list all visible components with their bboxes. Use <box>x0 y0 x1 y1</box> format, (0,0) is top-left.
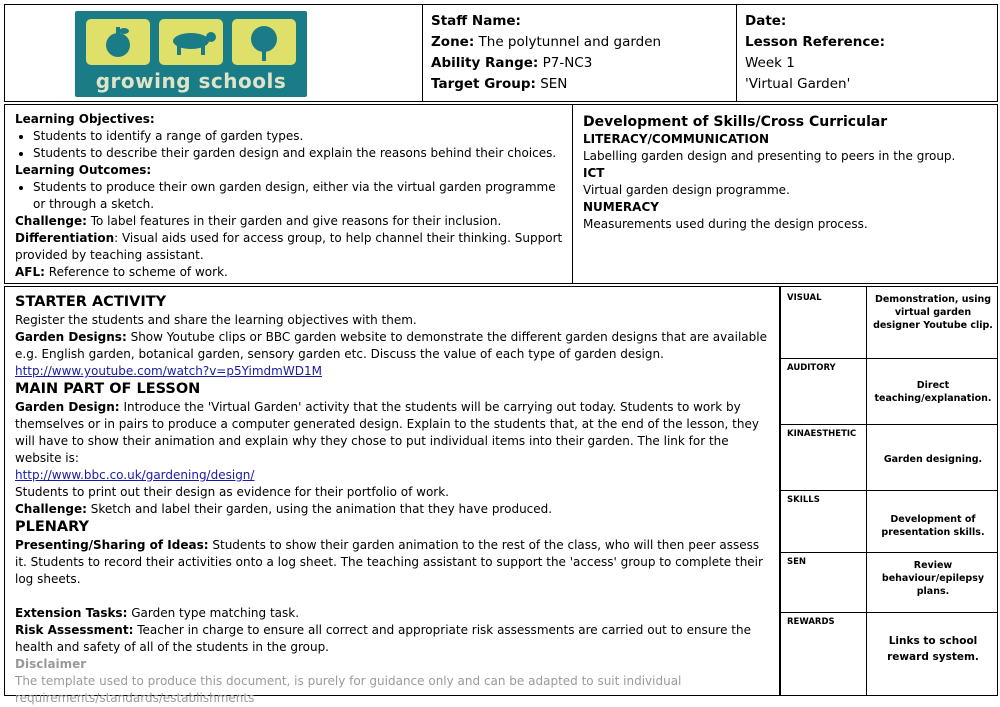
youtube-link[interactable]: http://www.youtube.com/watch?v=p5YimdmWD1M <box>15 364 322 378</box>
target-group-value: SEN <box>540 76 568 92</box>
target-group-label: Target Group: <box>431 76 536 92</box>
rewards-text: Links to school reward system. <box>887 635 979 663</box>
tree-icon <box>232 19 296 65</box>
visual-text: Demonstration, using virtual garden designer Youtube clip. <box>873 294 993 331</box>
lesson-title: 'Virtual Garden' <box>745 76 851 92</box>
ability-label: Ability Range: <box>431 55 539 71</box>
risk-text: Teacher in charge to ensure all correct and appropriate risk assessments are carried out to ensure the health and safety of all of the students in the group. <box>15 623 751 654</box>
sidebar-row-sen <box>780 552 998 614</box>
date-label: Date: <box>745 13 787 29</box>
zone-value: The polytunnel and garden <box>478 34 662 50</box>
garden-design-label: Garden Design: <box>15 400 120 414</box>
learning-styles-table <box>780 286 998 696</box>
garden-designs-text: Show Youtube clips or BBC garden website to demonstrate the different garden designs that are available e.g. English garden, botanical garden, sensory garden etc. Discuss the value of each type of garden design. <box>15 330 767 361</box>
afl-label: AFL: <box>15 265 45 279</box>
main-lesson-heading: MAIN PART OF LESSON <box>15 381 201 397</box>
lesson-reference-label: Lesson Reference: <box>745 34 885 50</box>
objectives-cell <box>4 104 574 284</box>
staff-name-label: Staff Name: <box>431 13 521 29</box>
sidebar-row-visual <box>780 286 998 360</box>
lesson-challenge-text: Sketch and label their garden, using the animation that they have produced. <box>90 502 553 516</box>
sidebar-row-auditory <box>780 358 998 426</box>
rewards-label: REWARDS <box>787 617 835 627</box>
sidebar-row-rewards <box>780 612 998 696</box>
disclaimer-text: The template used to produce this document, is purely for guidance only and can be adapted to suit individual requirements/standards/establishments <box>15 674 682 705</box>
ict-text: Virtual garden design programme. <box>583 183 790 197</box>
visual-label: VISUAL <box>787 293 822 303</box>
challenge-text: To label features in their garden and give reasons for their inclusion. <box>90 214 502 228</box>
disclaimer-heading: Disclaimer <box>15 657 87 671</box>
differentiation-text: : Visual aids used for access group, to help channel their thinking. Support provided by teaching assistant. <box>15 231 563 262</box>
logo-text: growing schools <box>95 69 287 93</box>
skills-heading: Development of Skills/Cross Curricular <box>583 114 888 130</box>
sidebar-row-skills <box>780 490 998 554</box>
garden-design-text: Introduce the 'Virtual Garden' activity that the students will be carrying out today. Students to work by themselves or in pairs to produce a computer generated design. Explain to the students that, at the end of the lesson, they will have to show their animation and explain why they chose to put individual items into their garden. The link for the website is: <box>15 400 759 465</box>
plenary-heading: PLENARY <box>15 519 90 535</box>
objective-item: • Students to identify a range of garden types. <box>33 128 563 145</box>
print-text: Students to print out their design as evidence for their portfolio of work. <box>15 485 449 499</box>
extension-label: Extension Tasks: <box>15 606 128 620</box>
starter-heading: STARTER ACTIVITY <box>15 294 167 310</box>
bbc-link[interactable]: http://www.bbc.co.uk/gardening/design/ <box>15 468 255 482</box>
skills-text: Development of presentation skills. <box>881 514 985 538</box>
auditory-label: AUDITORY <box>787 363 836 373</box>
numeracy-text: Measurements used during the design process. <box>583 217 868 231</box>
objective-item: • Students to describe their garden design and explain the reasons behind their choices. <box>33 145 563 162</box>
week-value: Week 1 <box>745 55 795 71</box>
sen-text: Review behaviour/epilepsy plans. <box>881 560 985 597</box>
differentiation-label: Differentiation <box>15 231 115 245</box>
literacy-heading: LITERACY/COMMUNICATION <box>583 132 770 146</box>
zone-label: Zone: <box>431 34 475 50</box>
numeracy-heading: NUMERACY <box>583 200 659 214</box>
presenting-text: Students to show their garden animation to the rest of the class, who will then peer assess it. Students to record their activities onto a log sheet. The teaching assistant to support the 'access' group to complete their log sheets. <box>15 538 763 586</box>
apple-icon <box>86 19 150 65</box>
animal-icon <box>159 19 223 65</box>
header-logo-cell <box>4 4 423 102</box>
auditory-text: Direct teaching/explanation. <box>874 380 992 404</box>
garden-designs-label: Garden Designs: <box>15 330 127 344</box>
skills-label: SKILLS <box>787 495 820 505</box>
growing-schools-logo <box>75 11 307 97</box>
challenge-label: Challenge: <box>15 214 87 228</box>
starter-text: Register the students and share the learning objectives with them. <box>15 313 417 327</box>
ability-value: P7-NC3 <box>542 55 593 71</box>
literacy-text: Labelling garden design and presenting to peers in the group. <box>583 149 956 163</box>
kinaesthetic-label: KINAESTHETIC <box>787 429 857 439</box>
objectives-heading: Learning Objectives: <box>15 112 155 126</box>
lesson-cell <box>4 286 780 705</box>
skills-cell <box>572 104 998 284</box>
extension-text: Garden type matching task. <box>131 606 300 620</box>
sidebar-divider <box>866 286 867 696</box>
kinaesthetic-text: Garden designing. <box>883 454 983 465</box>
ict-heading: ICT <box>583 166 605 180</box>
outcomes-heading: Learning Outcomes: <box>15 163 152 177</box>
header-info-cell <box>422 4 737 102</box>
lesson-challenge-label: Challenge: <box>15 502 87 516</box>
outcome-item: • Students to produce their own garden design, either via the virtual garden programme or through a sketch. <box>33 179 563 213</box>
afl-text: Reference to scheme of work. <box>48 265 228 279</box>
risk-label: Risk Assessment: <box>15 623 134 637</box>
header-date-cell <box>736 4 998 102</box>
sen-label: SEN <box>787 557 807 567</box>
presenting-label: Presenting/Sharing of Ideas: <box>15 538 209 552</box>
sidebar-row-kinaesthetic <box>780 424 998 492</box>
